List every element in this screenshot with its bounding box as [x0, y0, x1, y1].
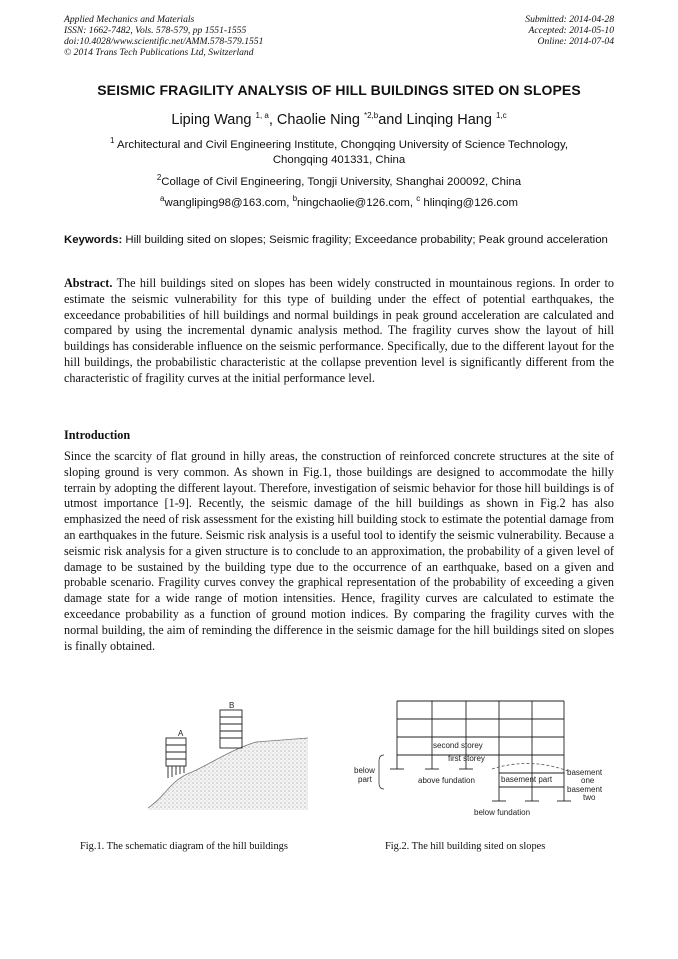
submission-dates [525, 14, 614, 47]
label-above-fundation: above fundation [418, 776, 475, 785]
keywords-text: Hill building sited on slopes; Seismic fragility; Exceedance probability; Peak ground acceleration [122, 234, 608, 246]
author-affiliation-mark: 1, a [255, 111, 269, 121]
label-below-fundation: below fundation [474, 808, 531, 817]
author-affiliation-mark: *2,b [363, 111, 379, 121]
affiliation-1 [80, 138, 598, 168]
journal-copyright: © 2014 Trans Tech Publications Ltd, Switzerland [64, 47, 254, 58]
email-mark: a [160, 194, 165, 204]
label-part: part [358, 775, 372, 784]
foundation-curve [492, 763, 568, 771]
building-b [220, 710, 242, 748]
label-basement-two-1: basement [567, 785, 603, 794]
accepted-date: Accepted: 2014-05-10 [528, 25, 614, 36]
introduction-text: Since the scarcity of flat ground in hilly areas, the construction of reinforced concrete structures at the site of sloping ground is very common. As shown in Fig.1, those buildings are designed to accommodate the hilly terrain by adopting the different layout. Therefore, investigation of seismic behavior for those hill buildings is of utmost importance [1-9]. Recently, the seismic damage of the hill buildings as shown in Fig.2 has also emphasized the need of risk assessment for the existing hill building stock to estimate the potential damage from an earthquakes in the future. Seismic risk analysis is a useful tool to identify the seismic vulnerability. Because a seismic risk analysis for a given structure is to conclude to an approximation, the probability of a given level of damage to be sustained by the building type due to the occurrence of an earthquake, based on a given and probable scenario. Fragility curves convey the graphical representation of the probability of exceeding a given damage state for a wide range of motion intensities. Hence, fragility curves are calculated to estimate the exceedance probability as a function of ground motion indices. By comparing the fragility curves with the normal building, the aim of reminding the difference in the seismic damage for the hill buildings sited on slopes is finally obtained. [64, 449, 614, 653]
building-b-label: B [229, 701, 235, 710]
author-list [0, 112, 678, 128]
label-second-storey: second storey [433, 741, 483, 750]
author-separator: , [268, 112, 277, 128]
hill-building-on-slope-diagram [352, 693, 642, 825]
journal-info [64, 14, 263, 58]
paper-title: SEISMIC FRAGILITY ANALYSIS OF HILL BUILDINGS SITED ON SLOPES [97, 82, 581, 98]
journal-issn: ISSN: 1662-7482, Vols. 578-579, pp 1551-1555 [64, 25, 247, 36]
below-part-brace [379, 755, 384, 789]
email-mark: b [292, 194, 298, 204]
author-emails [80, 196, 598, 211]
label-basement-one-2: one [581, 776, 595, 785]
figure-2-caption: Fig.2. The hill building sited on slopes [385, 841, 546, 852]
author-name: Linqing Hang [406, 112, 492, 128]
frame-grid [390, 701, 571, 801]
label-basement-two-2: two [583, 793, 596, 802]
author-affiliation-mark: 1,c [495, 111, 507, 121]
email-mark: c [416, 194, 421, 204]
author-separator: and [378, 112, 407, 128]
abstract [64, 276, 614, 387]
abstract-text: The hill buildings sited on slopes has been widely constructed in mountainous regions. In order to estimate the seismic vulnerability for this type of building under the effect of potential earthquakes, the exceedance probabilities of hill buildings and normal buildings in peak ground acceleration are calculated and compared by using the incremental dynamic analysis method. The fragility curves show the layout of hill buildings has considerable influence on the seismic performance. Specifically, due to the different layout for the hill buildings, the probabilistic characteristic at the collapse prevention level is significantly different from the characteristic of fragility curves at the initial performance level. [64, 276, 614, 385]
journal-name: Applied Mechanics and Materials [64, 14, 195, 25]
email-link[interactable]: ningchaolie@126.com, [297, 197, 417, 209]
author-name: Liping Wang [171, 112, 252, 128]
building-a [166, 738, 186, 778]
email-link[interactable]: hlinqing@126.com [420, 197, 518, 209]
affiliation-text: Architectural and Civil Engineering Institute, Chongqing University of Science Technology, [116, 139, 569, 151]
building-a-label: A [178, 729, 184, 738]
label-basement-one-1: basement [567, 768, 603, 777]
keywords [64, 234, 614, 247]
affiliation-text: Chongqing 401331, China [272, 154, 406, 166]
abstract-label: Abstract. [64, 276, 113, 290]
figure-1-caption: Fig.1. The schematic diagram of the hill buildings [80, 841, 288, 852]
label-below: below [354, 766, 375, 775]
affiliation-2 [80, 175, 598, 190]
journal-doi[interactable]: doi:10.4028/www.scientific.net/AMM.578-579.1551 [64, 36, 264, 47]
label-basement-part: basement part [501, 775, 553, 784]
section-heading-introduction: Introduction [64, 428, 131, 442]
email-link[interactable]: wangliping98@163.com, [164, 197, 293, 209]
online-date: Online: 2014-07-04 [537, 36, 614, 47]
affiliation-text: Collage of Civil Engineering, Tongji University, Shanghai 200092, China [161, 176, 522, 188]
submitted-date: Submitted: 2014-04-28 [525, 14, 614, 25]
affiliation-mark: 2 [156, 173, 162, 183]
affiliation-mark: 1 [109, 136, 115, 146]
author-name: Chaolie Ning [276, 112, 360, 128]
keywords-label: Keywords: [64, 234, 123, 246]
hill-buildings-diagram [148, 698, 308, 810]
label-first-storey: first storey [448, 754, 485, 763]
